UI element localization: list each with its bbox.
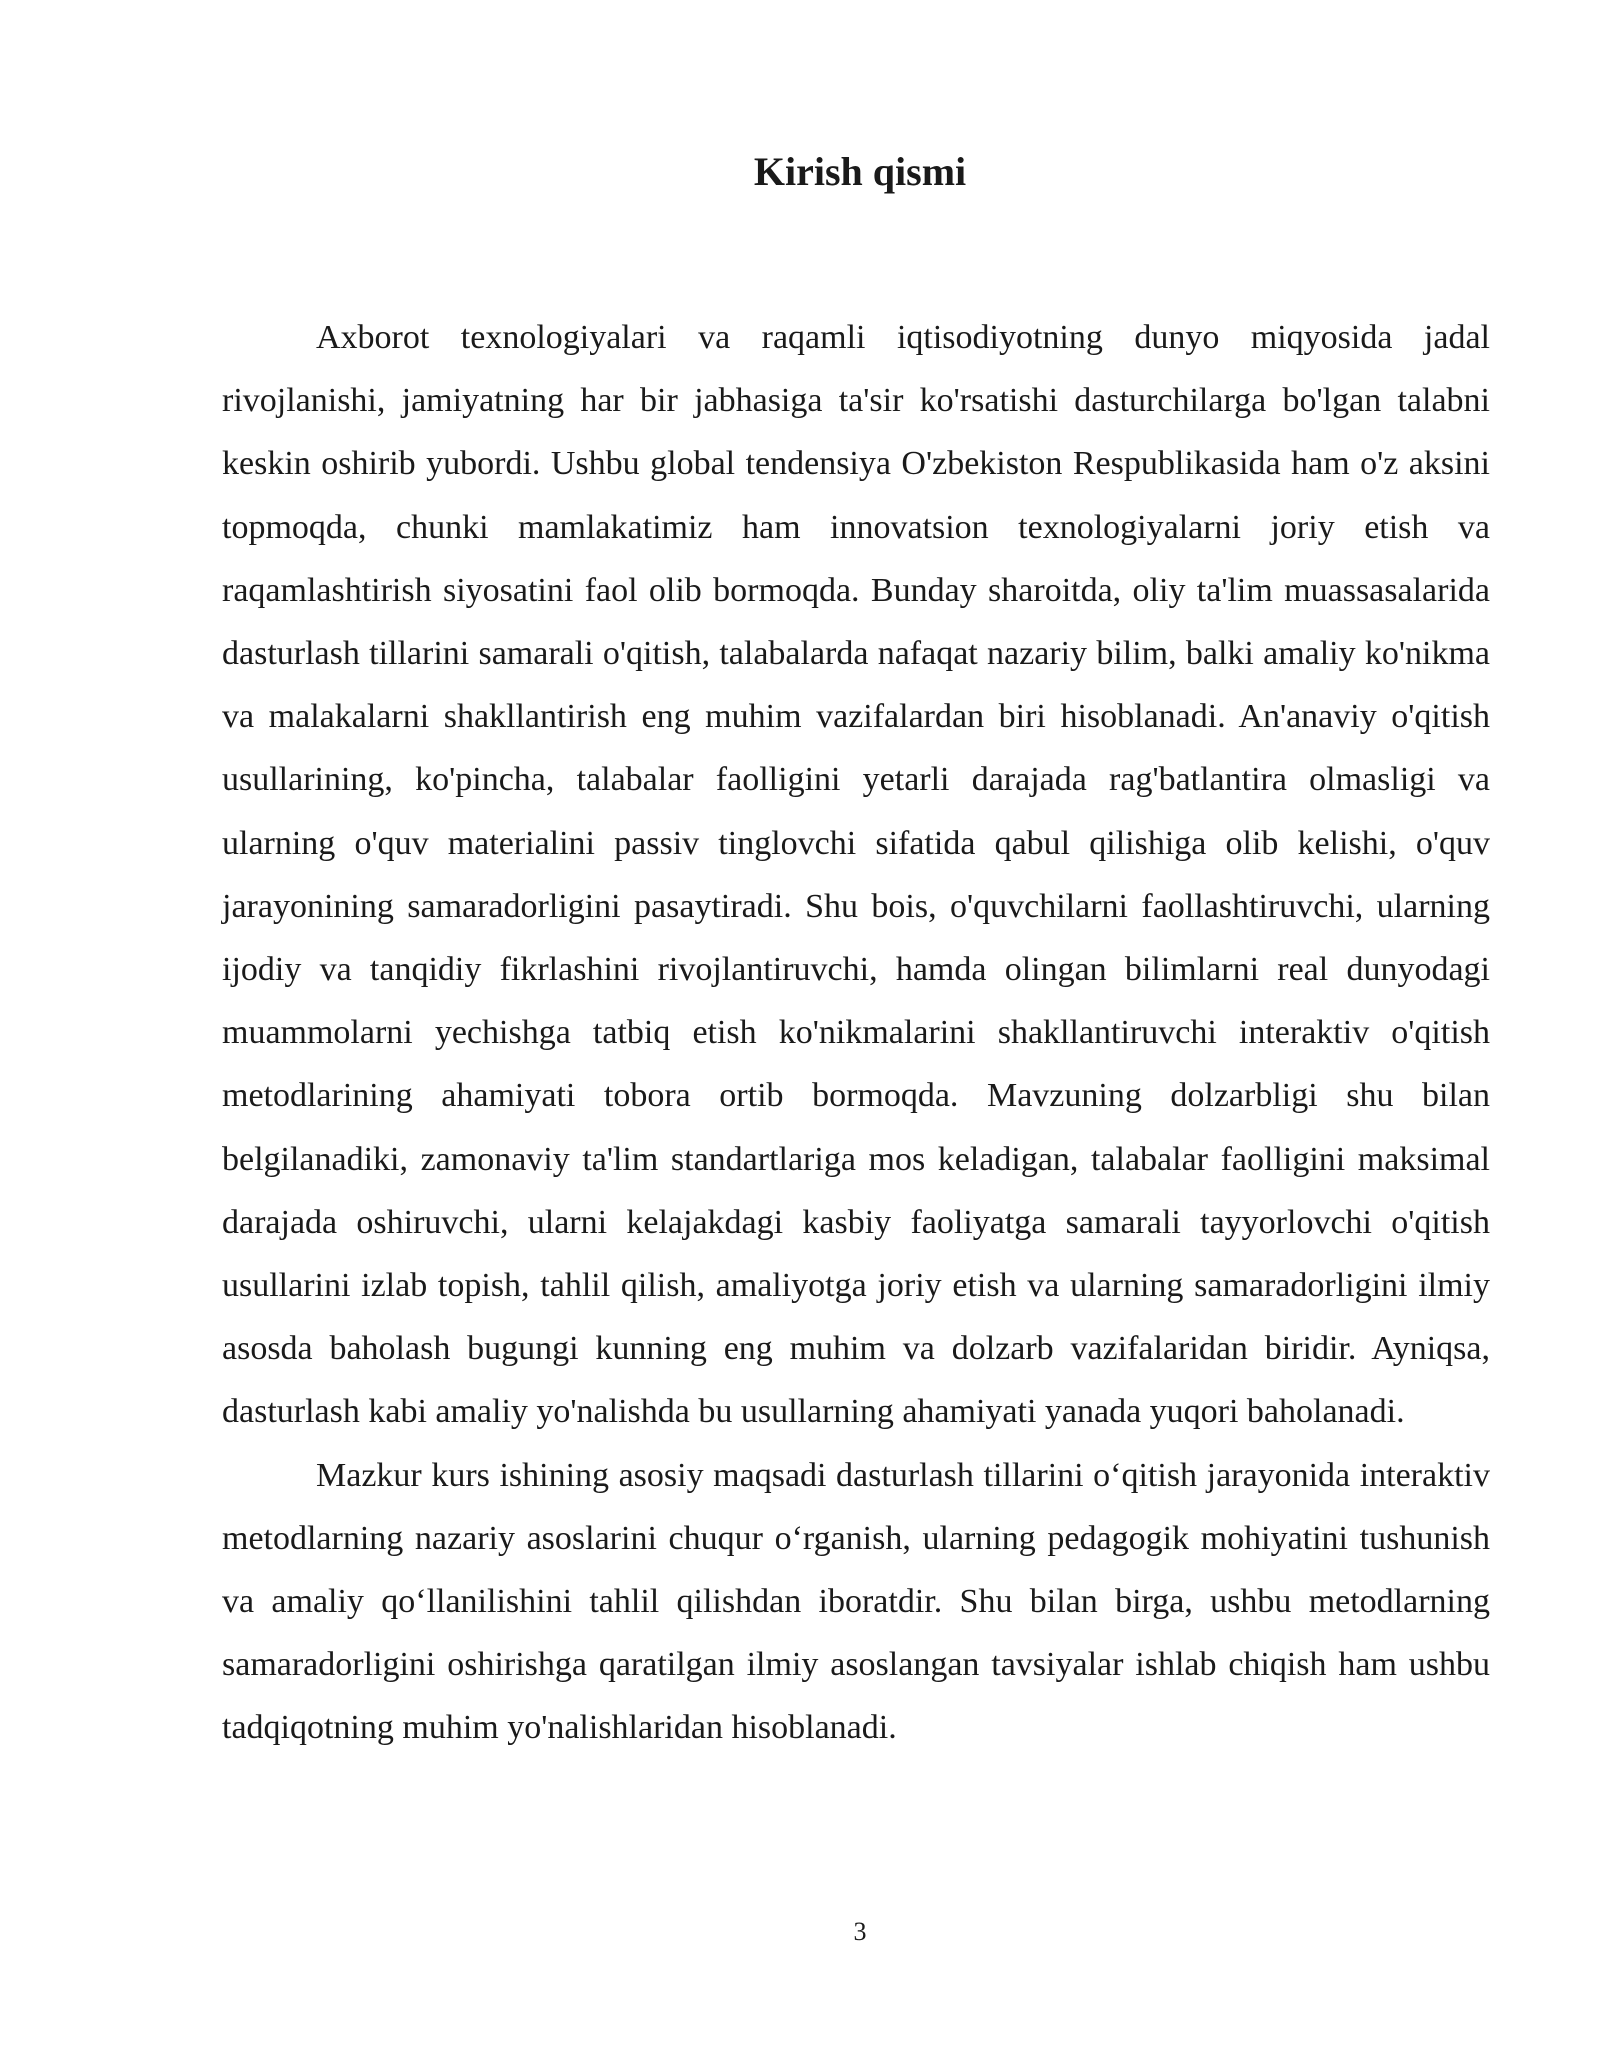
paragraph-goal: Mazkur kurs ishining asosiy maqsadi dasturlash tillarini o‘qitish jarayonida interaktiv metodlarning nazariy asoslarini chuqur o‘rganish, ularning pedagogik mohiyatini tushunish va amaliy qo‘llanilishini tahlil qilishdan iboratdir. Shu bilan birga, ushbu metodlarning samaradorligini oshirishga qaratilgan ilmiy asoslangan tavsiyalar ishlab chiqish ham ushbu tadqiqotning muhim yo'nalishlaridan hisoblanadi. xyxy=(222,1456,1490,1747)
body-text xyxy=(222,306,1490,1760)
page-title: Kirish qismi xyxy=(753,149,967,194)
page-number: 3 xyxy=(853,1917,867,1946)
paragraph-intro: Axborot texnologiyalari va raqamli iqtisodiyotning dunyo miqyosida jadal rivojlanishi, jamiyatning har bir jabhasiga ta'sir ko'rsatishi dasturchilarga bo'lgan talabni keskin oshirib yubordi. Ushbu global tendensiya O'zbekiston Respublikasida ham o'z aksini topmoqda, chunki mamlakatimiz ham innovatsion texnologiyalarni joriy etish va raqamlashtirish siyosatini faol olib bormoqda. Bunday sharoitda, oliy ta'lim muassasalarida dasturlash tillarini samarali o'qitish, talabalarda nafaqat nazariy bilim, balki amaliy ko'nikma va malakalarni shakllantirish eng muhim vazifalardan biri hisoblanadi. An'anaviy o'qitish usullarining, ko'pincha, talabalar faolligini yetarli darajada rag'batlantira olmasligi va ularning o'quv materialini passiv tinglovchi sifatida qabul qilishiga olib kelishi, o'quv jarayonining samaradorligini pasaytiradi. Shu bois, o'quvchilarni faollashtiruvchi, ularning ijodiy va tanqidiy fikrlashini rivojlantiruvchi, hamda olingan bilimlarni real dunyodagi muammolarni yechishga tatbiq etish ko'nikmalarini shakllantiruvchi interaktiv o'qitish metodlarining ahamiyati tobora ortib bormoqda. Mavzuning dolzarbligi shu bilan belgilanadiki, zamonaviy ta'lim standartlariga mos keladigan, talabalar faolligini maksimal darajada oshiruvchi, ularni kelajakdagi kasbiy faoliyatga samarali tayyorlovchi o'qitish usullarini izlab topish, tahlil qilish, amaliyotga joriy etish va ularning samaradorligini ilmiy asosda baholash bugungi kunning eng muhim va dolzarb vazifalaridan biridir. Ayniqsa, dasturlash kabi amaliy yo'nalishda bu usullarning ahamiyati yanada yuqori baholanadi. xyxy=(222,319,1490,1431)
